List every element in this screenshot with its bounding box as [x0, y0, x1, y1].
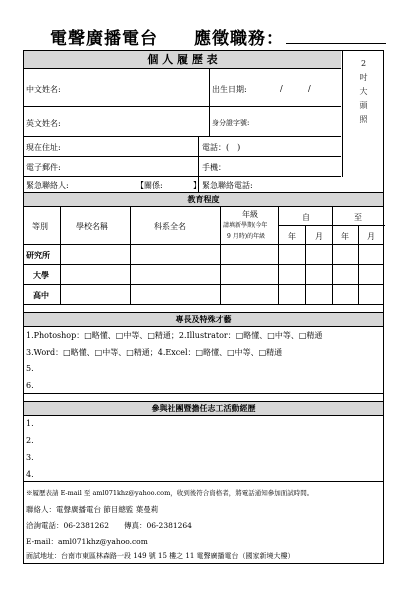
col-school: 學校名稱	[76, 222, 108, 231]
submission-note: ※履歷表請 E-mail 至 aml071khz@yahoo.com，收到後符合資格者，將電話通知參加面試時間。	[26, 489, 314, 497]
col-grade-note: 9 月時)的年級	[227, 233, 266, 240]
education-head-row	[24, 207, 383, 245]
form-title: 個 人 履 歷 表	[24, 51, 341, 69]
spacer-row	[24, 305, 383, 313]
photo-label: 照	[359, 115, 368, 124]
station-name: 電聲廣播電台	[50, 29, 158, 49]
col-from-year: 年	[288, 232, 296, 241]
chinese-name-field[interactable]: 中文姓名:	[26, 85, 61, 94]
birth-date-field[interactable]: 出生日期:	[212, 85, 247, 94]
education-row	[24, 285, 383, 305]
education-level-label: 研究所	[26, 250, 50, 260]
education-header: 教育程度	[24, 193, 383, 207]
id-number-field[interactable]: 身分證字號:	[212, 119, 250, 127]
activity-line[interactable]: 2.	[26, 436, 34, 445]
contact-email: E-mail：aml071khz@yahoo.com	[26, 537, 148, 546]
relation-close: 】	[193, 181, 201, 190]
apply-position-field[interactable]	[286, 29, 386, 44]
skills-body	[24, 327, 383, 394]
resume-form	[23, 50, 384, 564]
email-field[interactable]: 電子郵件:	[26, 163, 61, 172]
skill-line[interactable]: 1.Photoshop：□略懂、□中等、□精通；2.Illustrator：□略懂、□中等、□精通	[26, 331, 323, 340]
mobile-field[interactable]: 手機：	[202, 163, 226, 172]
photo-box	[342, 51, 384, 177]
col-from-month: 月	[315, 232, 323, 241]
activity-line[interactable]: 3.	[26, 453, 34, 462]
phone-field[interactable]: 電話：( )	[202, 143, 241, 152]
col-from: 自	[302, 213, 310, 222]
skill-line[interactable]: 5.	[26, 364, 34, 373]
activities-header: 參與社團暨擔任志工活動經歷	[24, 402, 383, 416]
photo-label: 吋	[359, 73, 368, 82]
english-name-field[interactable]: 英文姓名:	[26, 119, 61, 128]
col-level: 等別	[32, 222, 48, 231]
photo-label: 2	[360, 59, 367, 68]
apply-position-label: 應徵職務：	[194, 29, 284, 49]
photo-label: 大	[359, 87, 368, 96]
education-row	[24, 245, 383, 265]
col-to-month: 月	[367, 232, 375, 241]
col-to-year: 年	[341, 232, 349, 241]
activity-line[interactable]: 1.	[26, 419, 34, 428]
education-level-label: 大學	[33, 270, 49, 280]
page-title	[50, 24, 386, 49]
birth-date-sep: /	[280, 84, 283, 93]
interview-address: 面試地址：台南市東區林森路一段 149 號 15 樓之 11 電聲廣播電台（國家新境大樓）	[26, 552, 295, 560]
spacer-row	[24, 394, 383, 402]
col-dept: 科系全名	[154, 222, 186, 231]
contact-person: 聯絡人：電聲廣播電台 節目總監 葉曼莉	[26, 505, 159, 514]
row-english-id	[24, 107, 341, 137]
col-grade: 年級	[242, 210, 258, 219]
emergency-phone-field[interactable]: 緊急聯絡電話:	[202, 181, 253, 190]
skill-line[interactable]: 6.	[26, 381, 34, 390]
activities-body	[24, 416, 383, 482]
skill-line[interactable]: 3.Word：□略懂、□中等、□精通；4.Excel：□略懂、□中等、□精通	[26, 348, 283, 357]
photo-label: 頭	[359, 101, 368, 110]
col-grade-note: 請填新學期(今年	[223, 222, 268, 229]
emergency-contact-field[interactable]: 緊急聯絡人:	[26, 181, 69, 190]
row-email-mobile	[24, 157, 341, 177]
education-level-label: 高中	[33, 290, 49, 300]
col-to: 至	[354, 213, 362, 222]
activity-line[interactable]: 4.	[26, 470, 34, 479]
row-address-phone	[24, 137, 341, 157]
birth-date-sep: /	[308, 84, 311, 93]
skills-header: 專長及特殊才藝	[24, 313, 383, 327]
row-name-birth	[24, 69, 341, 107]
relation-field[interactable]: 【關係:	[136, 181, 163, 190]
address-field[interactable]: 現在住址:	[26, 143, 61, 152]
education-row	[24, 265, 383, 285]
contact-tel: 洽詢電話：06-2381262 傳真：06-2381264	[26, 521, 192, 530]
row-emergency	[24, 177, 383, 193]
